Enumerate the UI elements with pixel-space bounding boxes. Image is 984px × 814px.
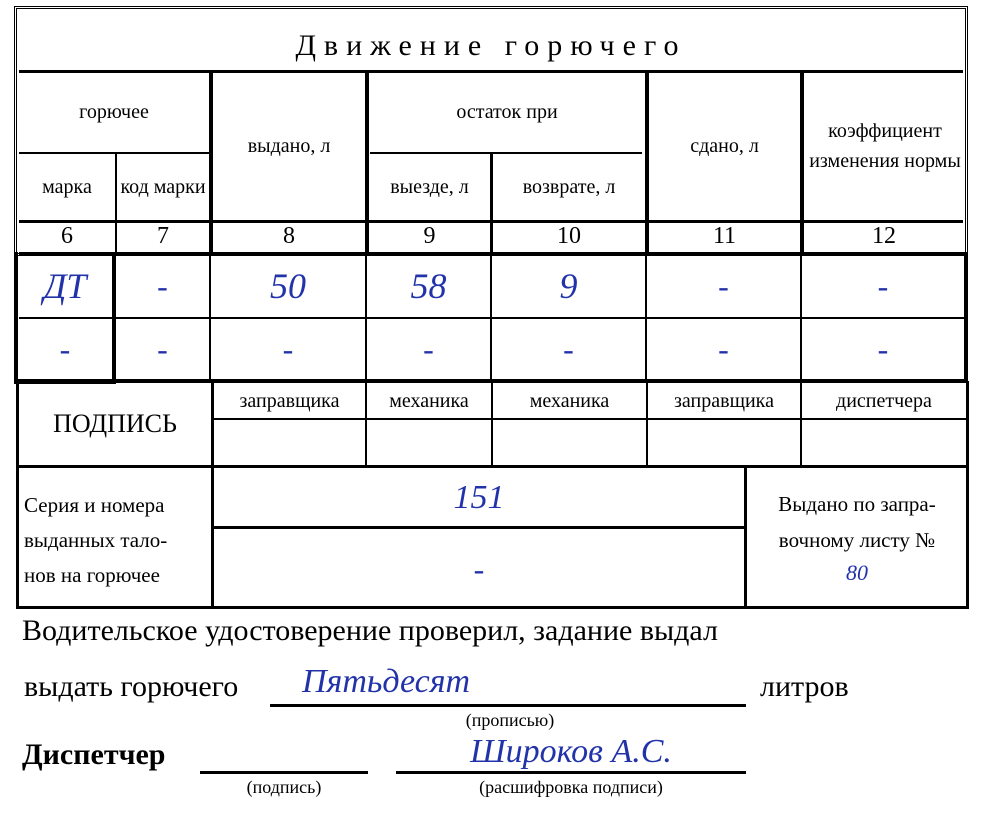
grid-line <box>966 381 969 609</box>
brand-code-cell: - <box>157 268 168 305</box>
grid-line <box>744 465 747 609</box>
issued-cell: 50 <box>270 265 306 306</box>
signature-role: механика <box>529 389 610 412</box>
norm-coefficient-cell: - <box>877 268 889 305</box>
header-on-departure: выезде, л <box>390 175 469 198</box>
dispatcher-name: Широков А.С. <box>470 733 672 771</box>
refuel-sheet-number: 80 <box>846 560 868 585</box>
coupons-label-line: Серия и номера <box>24 493 165 517</box>
header-fuel-group: горючее <box>79 101 149 123</box>
coupon-number-1: 151 <box>453 479 505 517</box>
returned-cell: - <box>718 268 729 305</box>
column-number: 12 <box>872 223 896 250</box>
header-brand-code: код марки <box>120 175 206 198</box>
brand-code-cell: - <box>157 330 168 367</box>
column-number: 10 <box>557 223 581 250</box>
refuel-sheet-label <box>750 486 964 588</box>
return-remaining-cell: 9 <box>559 265 578 306</box>
column-number: 11 <box>712 223 737 250</box>
fuel-brand-cell: ДТ <box>43 265 87 306</box>
signature-label: ПОДПИСЬ <box>53 409 177 439</box>
norm-coefficient-cell: - <box>877 330 889 367</box>
issued-cell: - <box>282 330 294 367</box>
refuel-sheet-label-line: вочному листу № <box>778 528 936 552</box>
fuel-brand-cell: - <box>59 330 71 367</box>
signature-caption: (подпись) <box>246 776 322 797</box>
dispatcher-label: Диспетчер <box>22 737 166 771</box>
issue-fuel-prefix: выдать горючего <box>24 669 239 703</box>
returned-cell: - <box>718 330 729 367</box>
column-number: 8 <box>283 223 295 250</box>
column-number: 9 <box>423 223 436 250</box>
amount-in-words: Пятьдесят <box>302 663 471 701</box>
grid-line <box>16 606 969 609</box>
amount-underline <box>270 704 746 707</box>
header-on-return: возврате, л <box>522 175 616 198</box>
decoding-caption: (расшифровка подписи) <box>479 776 663 797</box>
column-number: 7 <box>157 223 169 250</box>
departure-remaining-cell: 58 <box>410 265 447 306</box>
refuel-sheet-label-line: Выдано по запра- <box>778 492 936 516</box>
header-returned: сдано, л <box>690 135 759 157</box>
signature-role: механика <box>389 389 469 412</box>
coupon-number-2: - <box>473 550 485 587</box>
return-remaining-cell: - <box>563 330 574 367</box>
departure-remaining-cell: - <box>423 330 434 367</box>
coupons-label-line: выданных тало- <box>24 528 168 552</box>
coupons-label-line: нов на горючее <box>24 563 160 587</box>
grid-line <box>964 252 968 382</box>
header-remaining-group: остаток при <box>456 101 558 123</box>
grid-line <box>211 526 747 529</box>
header-norm-coefficient: коэффициент изменения нормы <box>809 120 961 172</box>
signature-role: диспетчера <box>836 389 932 412</box>
grid-line <box>211 418 968 420</box>
amount-suffix: литров <box>760 669 849 703</box>
section-title: Движение горючего <box>295 28 687 62</box>
dispatcher-signature-line <box>200 771 368 774</box>
dispatcher-name-line <box>396 771 746 774</box>
license-check-line: Водительское удостоверение проверил, задание выдал <box>22 613 718 647</box>
header-issued: выдано, л <box>247 135 331 157</box>
coupons-label <box>24 488 210 593</box>
header-brand: марка <box>42 175 92 198</box>
signature-role: заправщика <box>674 389 774 412</box>
in-words-caption: (прописью) <box>465 709 555 730</box>
grid-line <box>16 465 969 468</box>
signature-role: заправщика <box>239 389 340 412</box>
column-number: 6 <box>61 223 73 250</box>
